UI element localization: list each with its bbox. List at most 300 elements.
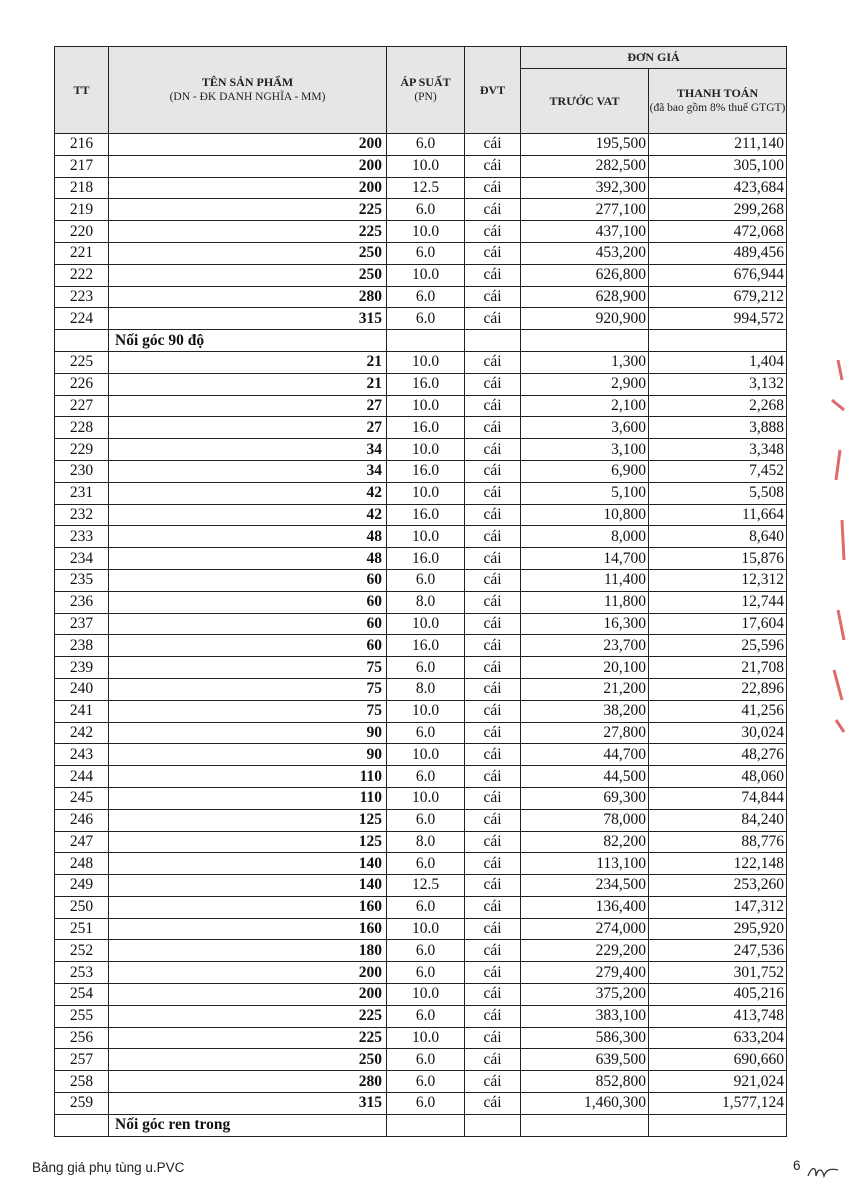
pressure-cell: 6.0 xyxy=(387,308,465,330)
table-row xyxy=(55,460,787,482)
table-row xyxy=(55,286,787,308)
section-row xyxy=(55,1114,787,1136)
tt-cell: 228 xyxy=(55,417,109,439)
pressure-cell: 10.0 xyxy=(387,526,465,548)
price-payment-cell: 423,684 xyxy=(649,177,787,199)
pressure-cell: 10.0 xyxy=(387,613,465,635)
price-payment-cell: 301,752 xyxy=(649,962,787,984)
price-before-vat-cell: 16,300 xyxy=(521,613,649,635)
tt-cell: 236 xyxy=(55,591,109,613)
table-row xyxy=(55,504,787,526)
price-before-vat-cell: 628,900 xyxy=(521,286,649,308)
price-payment-cell: 21,708 xyxy=(649,657,787,679)
unit-cell: cái xyxy=(465,1093,521,1115)
product-size-cell: 140 xyxy=(109,853,387,875)
price-payment-cell: 295,920 xyxy=(649,918,787,940)
pressure-cell: 6.0 xyxy=(387,722,465,744)
product-size-cell: 125 xyxy=(109,809,387,831)
unit-cell: cái xyxy=(465,1049,521,1071)
tt-cell: 252 xyxy=(55,940,109,962)
pressure-cell: 6.0 xyxy=(387,134,465,156)
unit-cell: cái xyxy=(465,896,521,918)
pressure-cell: 6.0 xyxy=(387,1071,465,1093)
price-before-vat-cell: 282,500 xyxy=(521,155,649,177)
tt-cell: 220 xyxy=(55,221,109,243)
product-size-cell: 280 xyxy=(109,286,387,308)
price-payment-cell: 994,572 xyxy=(649,308,787,330)
pressure-cell: 10.0 xyxy=(387,918,465,940)
price-before-vat-cell: 2,900 xyxy=(521,373,649,395)
product-size-cell: 60 xyxy=(109,613,387,635)
header-product-sub: (DN - ĐK DANH NGHĨA - MM) xyxy=(169,91,326,103)
unit-cell: cái xyxy=(465,155,521,177)
tt-cell: 221 xyxy=(55,242,109,264)
table-row xyxy=(55,613,787,635)
product-size-cell: 90 xyxy=(109,722,387,744)
table-row xyxy=(55,918,787,940)
header-payment-sub: (đã bao gồm 8% thuế GTGT) xyxy=(649,102,786,114)
table-row xyxy=(55,548,787,570)
tt-cell: 234 xyxy=(55,548,109,570)
col-header-product xyxy=(109,47,387,134)
unit-cell: cái xyxy=(465,700,521,722)
price-before-vat-cell: 11,800 xyxy=(521,591,649,613)
price-table xyxy=(54,46,787,1137)
table-row xyxy=(55,853,787,875)
price-before-vat-cell: 392,300 xyxy=(521,177,649,199)
unit-cell: cái xyxy=(465,678,521,700)
price-before-vat-cell: 1,460,300 xyxy=(521,1093,649,1115)
unit-cell: cái xyxy=(465,548,521,570)
price-before-vat-cell: 113,100 xyxy=(521,853,649,875)
unit-cell: cái xyxy=(465,853,521,875)
price-before-vat-cell: 44,700 xyxy=(521,744,649,766)
table-row xyxy=(55,264,787,286)
product-size-cell: 250 xyxy=(109,1049,387,1071)
price-before-vat-cell: 3,600 xyxy=(521,417,649,439)
pressure-cell: 6.0 xyxy=(387,809,465,831)
price-payment-cell: 5,508 xyxy=(649,482,787,504)
table-row xyxy=(55,1005,787,1027)
tt-cell: 226 xyxy=(55,373,109,395)
table-row xyxy=(55,962,787,984)
unit-cell: cái xyxy=(465,373,521,395)
price-payment-cell: 690,660 xyxy=(649,1049,787,1071)
price-before-vat-cell: 6,900 xyxy=(521,460,649,482)
price-payment-cell: 11,664 xyxy=(649,504,787,526)
price-before-vat-cell: 27,800 xyxy=(521,722,649,744)
pressure-cell: 6.0 xyxy=(387,1005,465,1027)
price-payment-cell: 3,132 xyxy=(649,373,787,395)
tt-cell: 240 xyxy=(55,678,109,700)
price-before-vat-cell: 437,100 xyxy=(521,221,649,243)
table-row xyxy=(55,155,787,177)
pressure-cell: 6.0 xyxy=(387,286,465,308)
product-size-cell: 225 xyxy=(109,199,387,221)
price-before-vat-cell: 20,100 xyxy=(521,657,649,679)
unit-cell: cái xyxy=(465,460,521,482)
price-payment-cell: 88,776 xyxy=(649,831,787,853)
product-size-cell: 110 xyxy=(109,766,387,788)
price-payment-cell: 305,100 xyxy=(649,155,787,177)
unit-cell: cái xyxy=(465,1005,521,1027)
pressure-cell: 8.0 xyxy=(387,591,465,613)
col-header-before-vat: TRƯỚC VAT xyxy=(521,69,649,134)
product-size-cell: 250 xyxy=(109,242,387,264)
price-payment-cell: 17,604 xyxy=(649,613,787,635)
unit-cell: cái xyxy=(465,657,521,679)
price-before-vat-cell: 8,000 xyxy=(521,526,649,548)
price-before-vat-cell: 10,800 xyxy=(521,504,649,526)
tt-cell: 244 xyxy=(55,766,109,788)
price-before-vat-cell: 195,500 xyxy=(521,134,649,156)
unit-cell: cái xyxy=(465,199,521,221)
price-payment-cell: 472,068 xyxy=(649,221,787,243)
table-row xyxy=(55,984,787,1006)
table-row xyxy=(55,395,787,417)
pressure-cell: 10.0 xyxy=(387,395,465,417)
tt-cell: 247 xyxy=(55,831,109,853)
table-row xyxy=(55,766,787,788)
table-row xyxy=(55,896,787,918)
product-size-cell: 110 xyxy=(109,787,387,809)
table-row xyxy=(55,526,787,548)
price-payment-cell: 74,844 xyxy=(649,787,787,809)
product-size-cell: 280 xyxy=(109,1071,387,1093)
unit-cell: cái xyxy=(465,569,521,591)
tt-cell: 229 xyxy=(55,439,109,461)
section-title: Nối góc 90 độ xyxy=(109,330,387,352)
price-payment-cell: 41,256 xyxy=(649,700,787,722)
price-before-vat-cell: 453,200 xyxy=(521,242,649,264)
product-size-cell: 60 xyxy=(109,635,387,657)
tt-cell: 232 xyxy=(55,504,109,526)
table-row xyxy=(55,417,787,439)
price-before-vat-cell: 274,000 xyxy=(521,918,649,940)
price-payment-cell: 7,452 xyxy=(649,460,787,482)
pressure-cell: 10.0 xyxy=(387,700,465,722)
table-row xyxy=(55,875,787,897)
price-payment-cell: 25,596 xyxy=(649,635,787,657)
tt-cell: 245 xyxy=(55,787,109,809)
price-before-vat-cell: 277,100 xyxy=(521,199,649,221)
pressure-cell: 6.0 xyxy=(387,896,465,918)
price-before-vat-cell: 3,100 xyxy=(521,439,649,461)
table-row xyxy=(55,635,787,657)
product-size-cell: 160 xyxy=(109,918,387,940)
unit-cell: cái xyxy=(465,918,521,940)
product-size-cell: 180 xyxy=(109,940,387,962)
price-before-vat-cell: 229,200 xyxy=(521,940,649,962)
price-payment-cell: 2,268 xyxy=(649,395,787,417)
price-before-vat-cell: 38,200 xyxy=(521,700,649,722)
price-payment-cell: 253,260 xyxy=(649,875,787,897)
price-before-vat-cell: 2,100 xyxy=(521,395,649,417)
table-row xyxy=(55,351,787,373)
price-before-vat-cell: 11,400 xyxy=(521,569,649,591)
product-size-cell: 48 xyxy=(109,526,387,548)
tt-cell: 256 xyxy=(55,1027,109,1049)
pressure-cell: 16.0 xyxy=(387,460,465,482)
price-payment-cell: 12,744 xyxy=(649,591,787,613)
price-before-vat-cell: 82,200 xyxy=(521,831,649,853)
pressure-cell: 8.0 xyxy=(387,831,465,853)
table-row xyxy=(55,308,787,330)
tt-cell: 253 xyxy=(55,962,109,984)
unit-cell: cái xyxy=(465,962,521,984)
unit-cell: cái xyxy=(465,177,521,199)
product-size-cell: 75 xyxy=(109,678,387,700)
section-unit-cell xyxy=(465,1114,521,1136)
unit-cell: cái xyxy=(465,744,521,766)
unit-cell: cái xyxy=(465,1071,521,1093)
price-payment-cell: 84,240 xyxy=(649,809,787,831)
col-header-payment xyxy=(649,69,787,134)
tt-cell: 239 xyxy=(55,657,109,679)
price-before-vat-cell: 920,900 xyxy=(521,308,649,330)
table-row xyxy=(55,809,787,831)
unit-cell: cái xyxy=(465,221,521,243)
pressure-cell: 12.5 xyxy=(387,177,465,199)
table-row xyxy=(55,569,787,591)
table-row xyxy=(55,482,787,504)
unit-cell: cái xyxy=(465,613,521,635)
product-size-cell: 27 xyxy=(109,417,387,439)
unit-cell: cái xyxy=(465,722,521,744)
pressure-cell: 10.0 xyxy=(387,221,465,243)
table-row xyxy=(55,700,787,722)
tt-cell: 251 xyxy=(55,918,109,940)
tt-cell: 250 xyxy=(55,896,109,918)
price-before-vat-cell: 69,300 xyxy=(521,787,649,809)
price-payment-cell: 1,577,124 xyxy=(649,1093,787,1115)
price-payment-cell: 247,536 xyxy=(649,940,787,962)
unit-cell: cái xyxy=(465,439,521,461)
product-size-cell: 21 xyxy=(109,351,387,373)
table-row xyxy=(55,1071,787,1093)
pressure-cell: 10.0 xyxy=(387,787,465,809)
tt-cell: 217 xyxy=(55,155,109,177)
table-row xyxy=(55,1093,787,1115)
section-before-cell xyxy=(521,1114,649,1136)
price-payment-cell: 122,148 xyxy=(649,853,787,875)
price-before-vat-cell: 1,300 xyxy=(521,351,649,373)
tt-cell: 222 xyxy=(55,264,109,286)
price-payment-cell: 3,348 xyxy=(649,439,787,461)
table-row xyxy=(55,940,787,962)
unit-cell: cái xyxy=(465,395,521,417)
table-row xyxy=(55,744,787,766)
section-unit-cell xyxy=(465,330,521,352)
price-before-vat-cell: 852,800 xyxy=(521,1071,649,1093)
pressure-cell: 6.0 xyxy=(387,199,465,221)
product-size-cell: 225 xyxy=(109,1005,387,1027)
table-row xyxy=(55,722,787,744)
pressure-cell: 6.0 xyxy=(387,940,465,962)
unit-cell: cái xyxy=(465,526,521,548)
header-pressure-label: ÁP SUẤT xyxy=(400,75,451,89)
pressure-cell: 16.0 xyxy=(387,373,465,395)
table-row xyxy=(55,221,787,243)
price-before-vat-cell: 23,700 xyxy=(521,635,649,657)
section-before-cell xyxy=(521,330,649,352)
table-row xyxy=(55,678,787,700)
unit-cell: cái xyxy=(465,1027,521,1049)
section-row xyxy=(55,330,787,352)
header-product-label: TÊN SẢN PHẨM xyxy=(201,75,294,89)
price-payment-cell: 12,312 xyxy=(649,569,787,591)
tt-cell: 218 xyxy=(55,177,109,199)
product-size-cell: 34 xyxy=(109,460,387,482)
unit-cell: cái xyxy=(465,242,521,264)
price-before-vat-cell: 279,400 xyxy=(521,962,649,984)
tt-cell: 219 xyxy=(55,199,109,221)
table-row xyxy=(55,439,787,461)
price-payment-cell: 413,748 xyxy=(649,1005,787,1027)
unit-cell: cái xyxy=(465,504,521,526)
table-row xyxy=(55,657,787,679)
product-size-cell: 160 xyxy=(109,896,387,918)
table-row xyxy=(55,177,787,199)
tt-cell: 255 xyxy=(55,1005,109,1027)
table-row xyxy=(55,134,787,156)
product-size-cell: 42 xyxy=(109,482,387,504)
product-size-cell: 42 xyxy=(109,504,387,526)
table-row xyxy=(55,242,787,264)
product-size-cell: 27 xyxy=(109,395,387,417)
tt-cell: 235 xyxy=(55,569,109,591)
section-title: Nối góc ren trong xyxy=(109,1114,387,1136)
table-row xyxy=(55,1027,787,1049)
unit-cell: cái xyxy=(465,766,521,788)
price-payment-cell: 676,944 xyxy=(649,264,787,286)
price-before-vat-cell: 14,700 xyxy=(521,548,649,570)
unit-cell: cái xyxy=(465,482,521,504)
price-payment-cell: 299,268 xyxy=(649,199,787,221)
section-pay-cell xyxy=(649,1114,787,1136)
tt-cell: 254 xyxy=(55,984,109,1006)
table-row xyxy=(55,199,787,221)
product-size-cell: 75 xyxy=(109,657,387,679)
pressure-cell: 10.0 xyxy=(387,482,465,504)
unit-cell: cái xyxy=(465,134,521,156)
price-before-vat-cell: 383,100 xyxy=(521,1005,649,1027)
tt-cell: 216 xyxy=(55,134,109,156)
price-payment-cell: 679,212 xyxy=(649,286,787,308)
unit-cell: cái xyxy=(465,984,521,1006)
price-payment-cell: 147,312 xyxy=(649,896,787,918)
tt-cell: 225 xyxy=(55,351,109,373)
pressure-cell: 6.0 xyxy=(387,853,465,875)
unit-cell: cái xyxy=(465,308,521,330)
pressure-cell: 10.0 xyxy=(387,155,465,177)
footer-label: Bảng giá phụ tùng u.PVC xyxy=(32,1160,185,1175)
price-before-vat-cell: 44,500 xyxy=(521,766,649,788)
product-size-cell: 315 xyxy=(109,308,387,330)
tt-cell: 233 xyxy=(55,526,109,548)
price-before-vat-cell: 626,800 xyxy=(521,264,649,286)
product-size-cell: 21 xyxy=(109,373,387,395)
price-before-vat-cell: 78,000 xyxy=(521,809,649,831)
product-size-cell: 34 xyxy=(109,439,387,461)
unit-cell: cái xyxy=(465,875,521,897)
unit-cell: cái xyxy=(465,286,521,308)
tt-cell: 242 xyxy=(55,722,109,744)
pressure-cell: 10.0 xyxy=(387,744,465,766)
product-size-cell: 60 xyxy=(109,591,387,613)
col-header-price-group: ĐƠN GIÁ xyxy=(521,47,787,69)
price-before-vat-cell: 136,400 xyxy=(521,896,649,918)
pressure-cell: 8.0 xyxy=(387,678,465,700)
pressure-cell: 6.0 xyxy=(387,242,465,264)
signature-icon xyxy=(804,1158,844,1184)
price-before-vat-cell: 375,200 xyxy=(521,984,649,1006)
unit-cell: cái xyxy=(465,787,521,809)
tt-cell: 248 xyxy=(55,853,109,875)
price-payment-cell: 48,060 xyxy=(649,766,787,788)
unit-cell: cái xyxy=(465,351,521,373)
tt-cell: 258 xyxy=(55,1071,109,1093)
price-payment-cell: 8,640 xyxy=(649,526,787,548)
tt-cell: 259 xyxy=(55,1093,109,1115)
tt-cell: 243 xyxy=(55,744,109,766)
table-row xyxy=(55,373,787,395)
table-row xyxy=(55,591,787,613)
tt-cell: 223 xyxy=(55,286,109,308)
tt-cell: 257 xyxy=(55,1049,109,1071)
section-pressure-cell xyxy=(387,1114,465,1136)
price-payment-cell: 15,876 xyxy=(649,548,787,570)
pressure-cell: 16.0 xyxy=(387,548,465,570)
product-size-cell: 200 xyxy=(109,177,387,199)
page-number: 6 xyxy=(793,1158,801,1173)
price-before-vat-cell: 5,100 xyxy=(521,482,649,504)
unit-cell: cái xyxy=(465,591,521,613)
product-size-cell: 75 xyxy=(109,700,387,722)
col-header-pressure xyxy=(387,47,465,134)
price-payment-cell: 489,456 xyxy=(649,242,787,264)
price-payment-cell: 211,140 xyxy=(649,134,787,156)
tt-cell: 241 xyxy=(55,700,109,722)
pressure-cell: 10.0 xyxy=(387,984,465,1006)
product-size-cell: 315 xyxy=(109,1093,387,1115)
product-size-cell: 48 xyxy=(109,548,387,570)
price-payment-cell: 22,896 xyxy=(649,678,787,700)
price-before-vat-cell: 234,500 xyxy=(521,875,649,897)
header-payment-label: THANH TOÁN xyxy=(676,86,759,100)
price-before-vat-cell: 586,300 xyxy=(521,1027,649,1049)
tt-cell: 238 xyxy=(55,635,109,657)
header-pressure-sub: (PN) xyxy=(414,91,437,103)
product-size-cell: 60 xyxy=(109,569,387,591)
product-size-cell: 125 xyxy=(109,831,387,853)
tt-cell: 249 xyxy=(55,875,109,897)
table-row xyxy=(55,831,787,853)
product-size-cell: 225 xyxy=(109,1027,387,1049)
col-header-tt: TT xyxy=(55,47,109,134)
product-size-cell: 140 xyxy=(109,875,387,897)
pressure-cell: 10.0 xyxy=(387,351,465,373)
tt-cell: 231 xyxy=(55,482,109,504)
unit-cell: cái xyxy=(465,264,521,286)
price-payment-cell: 48,276 xyxy=(649,744,787,766)
pressure-cell: 16.0 xyxy=(387,504,465,526)
price-payment-cell: 3,888 xyxy=(649,417,787,439)
pressure-cell: 12.5 xyxy=(387,875,465,897)
table-body xyxy=(55,134,787,1137)
pressure-cell: 10.0 xyxy=(387,264,465,286)
unit-cell: cái xyxy=(465,809,521,831)
